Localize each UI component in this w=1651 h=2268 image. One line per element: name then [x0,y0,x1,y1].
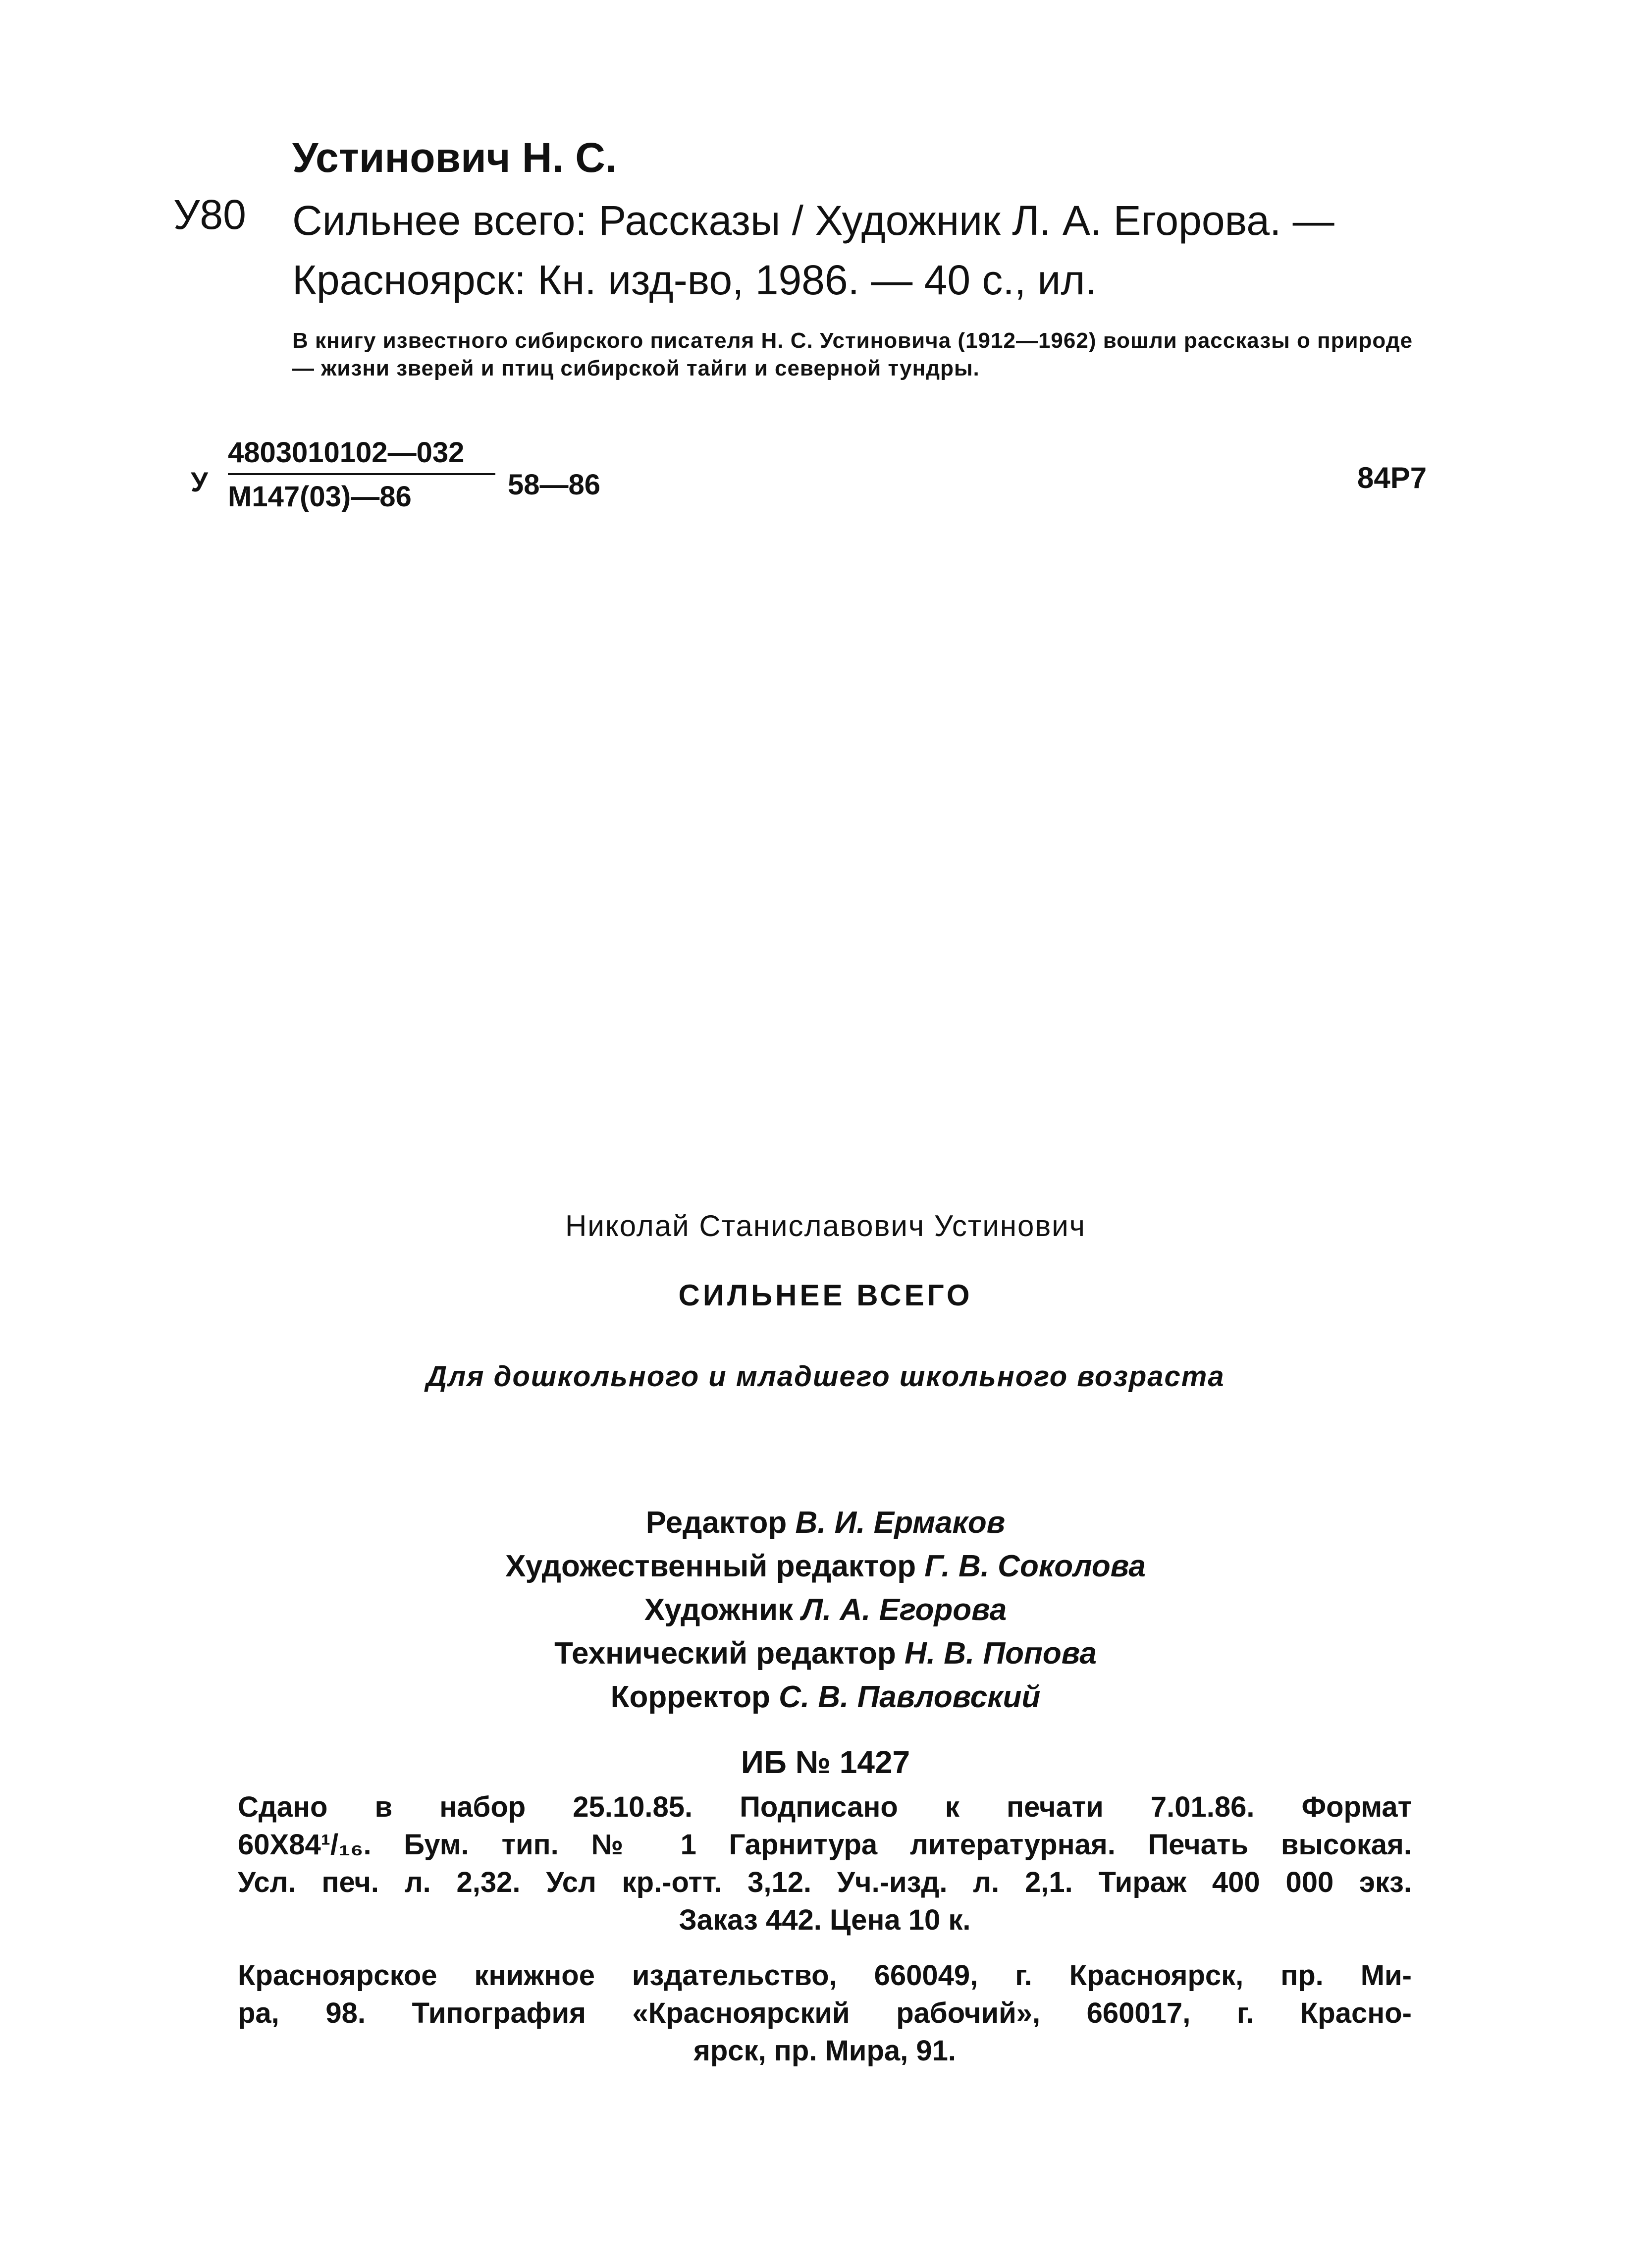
catalog-index-code: У80 [173,191,246,238]
credit-line [0,1501,1651,1545]
biblio-line: Красноярск: Кн. изд-во, 1986. — 40 с., ил. [292,257,1097,303]
classification-suffix: 58—86 [508,469,601,501]
classification-bbk: 84Р7 [1357,461,1427,494]
catalog-bibliographic-description [292,191,1334,310]
audience-note: Для дошкольного и младшего школьного возраста [426,1360,1225,1393]
publisher-details [238,1957,1412,2070]
catalog-annotation: В книгу известного сибирского писателя Н. С. Устиновича (1912—1962) вошли рассказы о природе — жизни зверей и птиц сибирской тайги и северной тундры. [292,328,1413,380]
classification-numerator: 4803010102—032 [228,436,465,469]
classification-prefix: У [191,466,208,497]
colophon-author: Николай Станиславович Устинович [565,1209,1086,1242]
publisher-line: ра, 98. Типография «Красноярский рабочий», 660017, г. Красно- [238,1997,1412,2029]
book-title: СИЛЬНЕЕ ВСЕГО [678,1279,973,1312]
fraction-divider [228,473,495,475]
credit-role: Художник [644,1593,794,1627]
publisher-line: Красноярское книжное издательство, 660049, г. Красноярск, пр. Ми- [238,1959,1412,1992]
credits-list [0,1501,1651,1719]
credit-line [0,1675,1651,1719]
credit-line [0,1545,1651,1588]
publisher-line: ярск, пр. Мира, 91. [693,2035,956,2067]
credit-line [0,1632,1651,1675]
imprint-details [238,1788,1412,1939]
classification-denominator: М147(03)—86 [228,481,412,513]
credit-person: Н. В. Попова [905,1636,1097,1671]
catalog-author: Устинович Н. С. [292,134,617,181]
credit-role: Корректор [610,1680,770,1714]
credit-person: Г. В. Соколова [924,1549,1146,1583]
credit-line [0,1588,1651,1632]
imprint-line: 60Х84¹/₁₆. Бум. тип. № 1 Гарнитура литературная. Печать высокая. [238,1829,1412,1861]
credit-person: С. В. Павловский [779,1680,1041,1714]
credit-role: Технический редактор [554,1636,896,1671]
credit-person: Л. А. Егорова [801,1593,1007,1627]
imprint-line: Заказ 442. Цена 10 к. [679,1904,971,1936]
imprint-line: Сдано в набор 25.10.85. Подписано к печати 7.01.86. Формат [238,1791,1412,1823]
imprint-line: Усл. печ. л. 2,32. Усл кр.-отт. 3,12. Уч.-изд. л. 2,1. Тираж 400 000 экз. [238,1866,1412,1898]
classification-fraction [228,436,495,513]
credit-person: В. И. Ермаков [795,1506,1006,1540]
biblio-line: Сильнее всего: Рассказы / Художник Л. А. Егорова. — [292,197,1334,244]
ib-number: ИБ № 1427 [741,1744,910,1780]
credit-role: Художественный редактор [505,1549,916,1583]
credit-role: Редактор [645,1506,787,1540]
